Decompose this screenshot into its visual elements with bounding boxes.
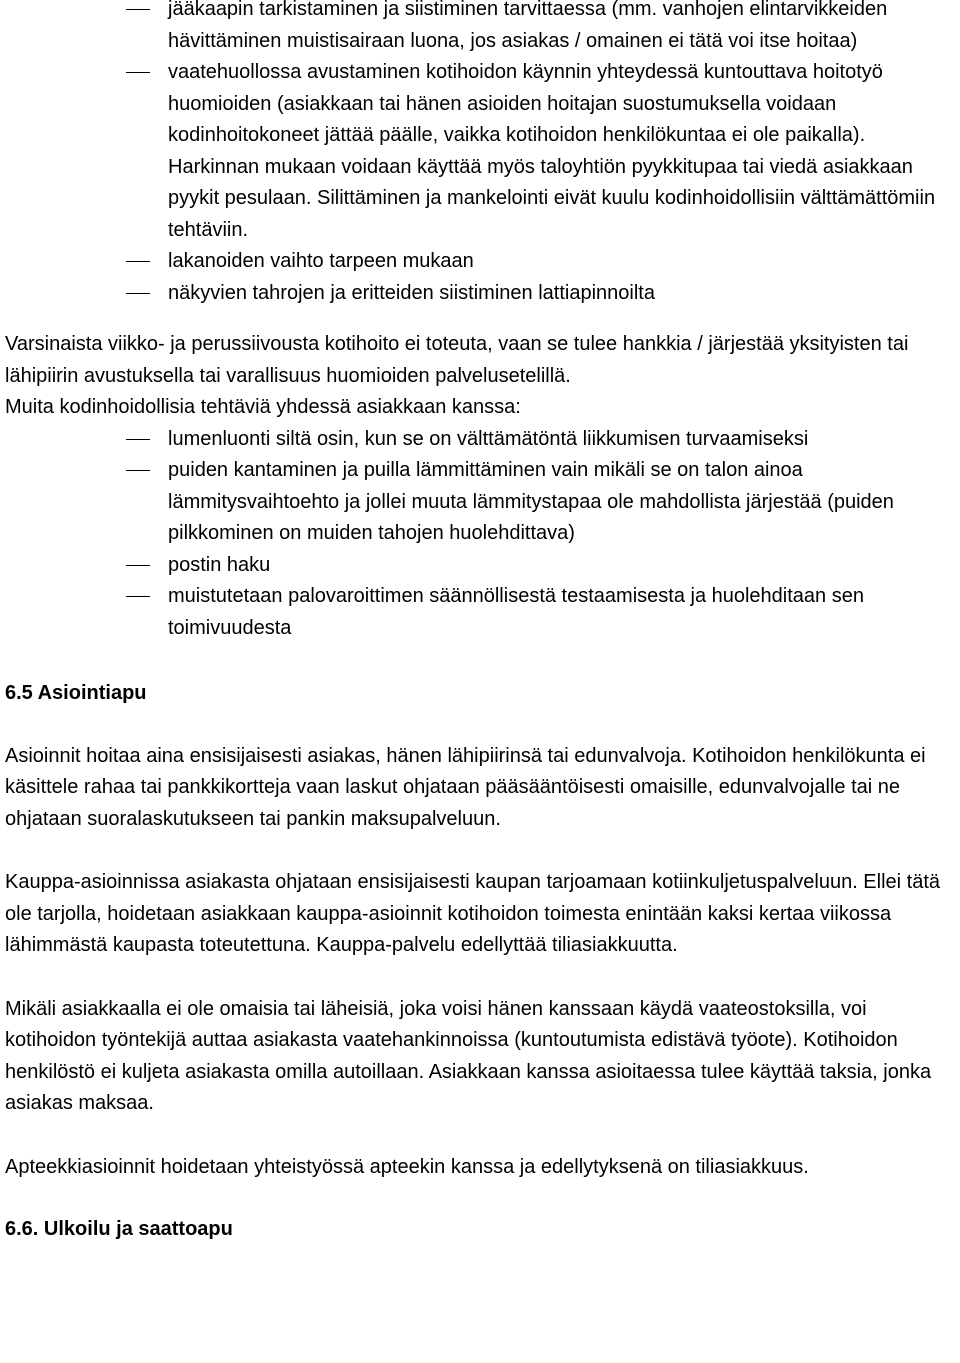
- paragraph-kauppa-asiointi: Kauppa-asioinnissa asiakasta ohjataan ensisijaisesti kaupan tarjoamaan kotiinkuljetuspalveluun. Ellei tätä ole tarjolla, hoidetaan asiakkaan kauppa-asioinnit kotihoidon toimesta enintään kaksi kertaa viikossa lähimmästä kaupasta toteutettuna. Kauppa-palvelu edellyttää tiliasiakkuutta.: [5, 871, 941, 956]
- list-item: muistutetaan palovaroittimen säännöllisestä testaamisesta ja huolehditaan sen toimivuudesta: [5, 581, 960, 644]
- list-item: lakanoiden vaihto tarpeen mukaan: [5, 246, 960, 278]
- section-heading-ulkoilu: 6.6. Ulkoilu ja saattoapu: [5, 1218, 233, 1240]
- list-item: näkyvien tahrojen ja eritteiden siistiminen lattiapinnoilta: [5, 278, 960, 310]
- list-item: lumenluonti siltä osin, kun se on välttämätöntä liikkumisen turvaamiseksi: [5, 424, 960, 456]
- task-list-other: [5, 424, 960, 645]
- paragraph-vaateostokset: Mikäli asiakkaalla ei ole omaisia tai läheisiä, joka voisi hänen kanssaan käydä vaateostoksilla, voi kotihoidon työntekijä auttaa asiakasta vaatehankinnoissa (kuntoutumista edistävä työote). Kotihoidon henkilöstö ei kuljeta asiakasta omilla autoillaan. Asiakkaan kanssa asioitaessa tulee käyttää taksia, jonka asiakas maksaa.: [5, 997, 932, 1114]
- paragraph-other-tasks-intro: Muita kodinhoidollisia tehtäviä yhdessä asiakkaan kanssa:: [5, 396, 521, 418]
- paragraph-apteekkiasiointi: Apteekkiasioinnit hoidetaan yhteistyössä apteekin kanssa ja edellytyksenä on tiliasiakkuus.: [5, 1155, 809, 1178]
- paragraph-weekly-cleaning: Varsinaista viikko- ja perussiivousta kotihoito ei toteuta, vaan se tulee hankkia / järjestää yksityisten tai lähipiirin avustuksella tai varallisuus huomioiden palvelusetelillä.: [5, 333, 909, 387]
- list-item: jääkaapin tarkistaminen ja siistiminen tarvittaessa (mm. vanhojen elintarvikkeiden hävittäminen muistisairaan luona, jos asiakas / omainen ei tätä voi itse hoitaa): [5, 0, 960, 57]
- task-list-household: [5, 0, 960, 309]
- section-heading-asiointiapu: 6.5 Asiointiapu: [5, 682, 147, 704]
- list-item: vaatehuollossa avustaminen kotihoidon käynnin yhteydessä kuntouttava hoitotyö huomioiden (asiakkaan tai hänen asioiden hoitajan suostumuksella voidaan kodinhoitokoneet jättää päälle, vaikka kotihoidon henkilökuntaa ei ole paikalla). Harkinnan mukaan voidaan käyttää myös taloyhtiön pyykkitupaa tai viedä asiakkaan pyykit pesulaan. Silittäminen ja mankelointi eivät kuulu kodinhoidollisiin välttämättömiin tehtäviin.: [5, 57, 960, 246]
- list-item: postin haku: [5, 550, 960, 582]
- list-item: puiden kantaminen ja puilla lämmittäminen vain mikäli se on talon ainoa lämmitysvaihtoehto ja jollei muuta lämmitystapaa ole mahdollista järjestää (puiden pilkkominen on muiden tahojen huolehdittava): [5, 455, 960, 550]
- paragraph-asioinnit: Asioinnit hoitaa aina ensisijaisesti asiakas, hänen lähipiirinsä tai edunvalvoja. Kotihoidon henkilökunta ei käsittele rahaa tai pankkikortteja vaan laskut ohjataan pääsääntöisesti omaisille, edunvalvojalle tai ne ohjataan suoralaskutukseen tai pankin maksupalveluun.: [5, 744, 926, 830]
- document-page: [5, 0, 960, 1246]
